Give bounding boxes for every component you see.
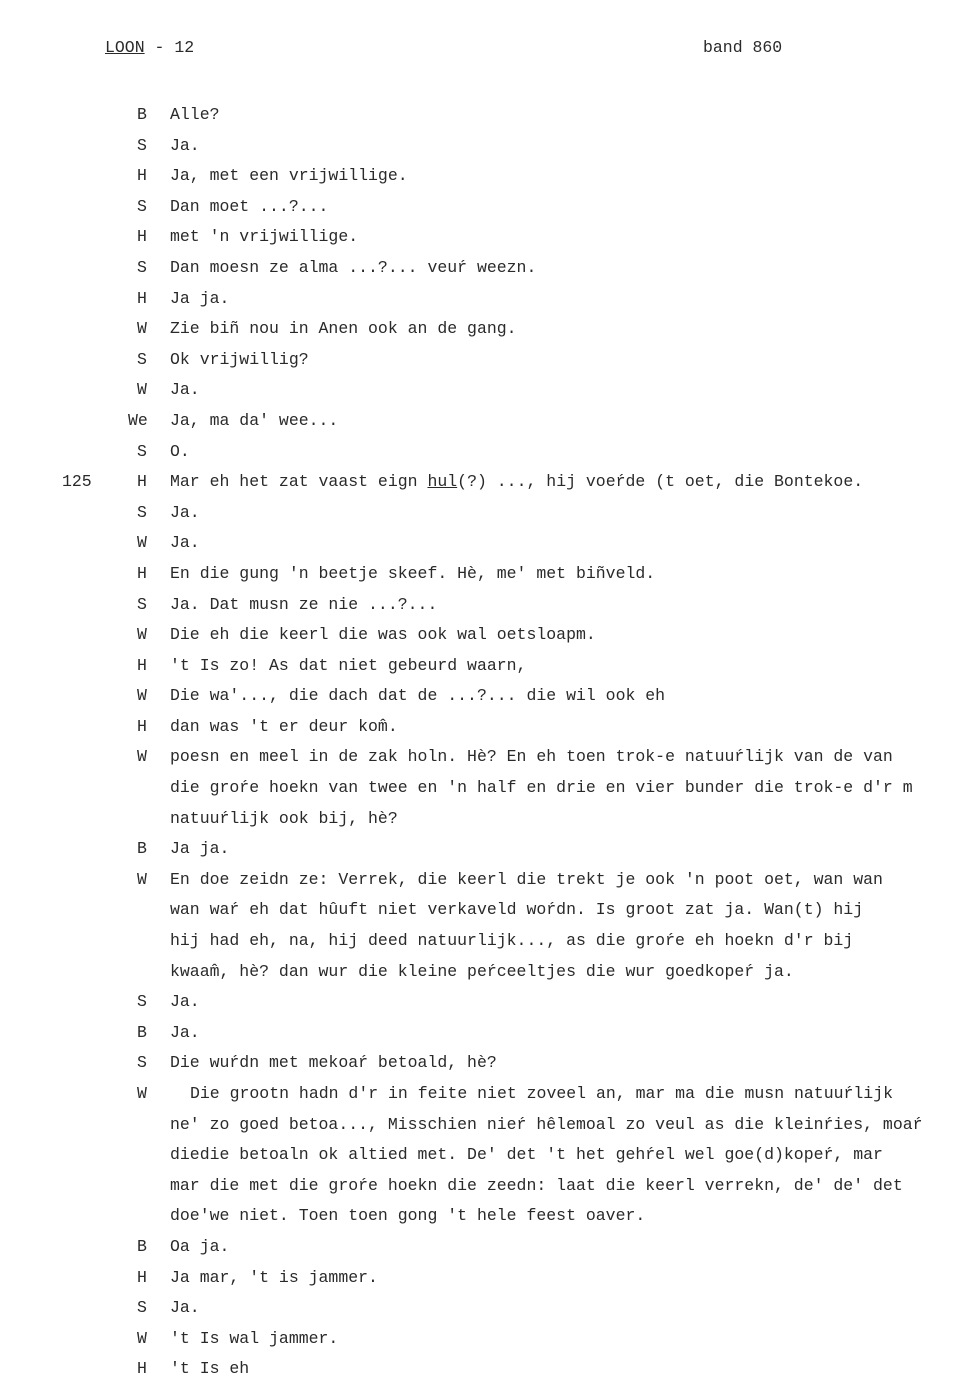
utterance-text: hij had eh, na, hij deed natuurlijk..., as die groŕe eh hoekn d'r bij [170,931,854,951]
transcript-line [0,1140,979,1171]
transcript-line [0,590,979,621]
transcript-line [0,681,979,712]
speaker-label: B [137,1236,147,1256]
utterance-text: Die wa'..., die dach dat de ...?... die wil ook eh [170,686,666,706]
utterance-text: natuuŕlijk ook bij, hè? [170,808,398,828]
transcript-line [0,314,979,345]
transcript-line [0,100,979,131]
utterance-text [170,467,863,498]
transcript-line [0,865,979,896]
transcript-line [0,804,979,835]
speaker-label: W [137,319,147,339]
speaker-label: H [137,166,147,186]
transcript-line [0,1232,979,1263]
utterance-text: Ja. [170,135,200,155]
transcript-line [0,957,979,988]
speaker-label: B [137,1022,147,1042]
transcript-line [0,528,979,559]
transcript-line [0,345,979,376]
utterance-text-part: Mar eh het zat vaast eign [170,472,428,492]
utterance-text: Dan moesn ze alma ...?... veuŕ weezn. [170,257,537,277]
speaker-label: S [137,992,147,1012]
transcript-line [0,834,979,865]
speaker-label: H [137,227,147,247]
transcript-line [0,1201,979,1232]
utterance-text: poesn en meel in de zak holn. Hè? En eh toen trok-e natuuŕlijk van de van [170,747,893,767]
utterance-text: Die eh die keerl die was ook wal oetsloapm. [170,625,596,645]
utterance-text: Zie biñ nou in Anen ook an de gang. [170,319,517,339]
speaker-label: We [128,410,148,430]
transcript-line [0,467,979,498]
utterance-text: kwaam̂, hè? dan wur die kleine peŕceeltjes die wur goedkopeŕ ja. [170,961,794,981]
utterance-text: 't Is wal jammer. [170,1328,339,1348]
speaker-label: S [137,135,147,155]
tape-label: band 860 [703,38,783,57]
speaker-label: H [137,1267,147,1287]
speaker-label: W [137,747,147,767]
transcript-line [0,375,979,406]
transcript-line [0,131,979,162]
utterance-text: Ja. [170,380,200,400]
transcript-line [0,284,979,315]
transcript-line [0,651,979,682]
utterance-text: Ja, ma da' wee... [170,410,339,430]
document-title: LOON [105,38,145,57]
underlined-word: hul [427,472,458,492]
transcript-line [0,192,979,223]
utterance-text: 't Is zo! As dat niet gebeurd waarn, [170,655,527,675]
utterance-text: Ja. [170,533,200,553]
speaker-label: W [137,686,147,706]
speaker-label: W [137,533,147,553]
utterance-text: diedie betoaln ok altied met. De' det 't het gehŕel wel goe(d)kopeŕ, mar [170,1145,883,1165]
speaker-label: H [137,716,147,736]
speaker-label: H [137,655,147,675]
transcript-line [0,712,979,743]
transcript-line [0,1354,979,1385]
utterance-text: Ja. [170,1298,200,1318]
utterance-text-part: (?) ..., hij voeŕde (t oet, die Bontekoe. [457,472,864,492]
speaker-label: H [137,472,147,492]
utterance-text: Ja. [170,502,200,522]
speaker-label: H [137,288,147,308]
speaker-label: B [137,105,147,124]
transcript-line [0,1324,979,1355]
transcript-line [0,1171,979,1202]
utterance-text: En doe zeidn ze: Verrek, die keerl die trekt je ook 'n poot oet, wan wan [170,869,883,889]
page-header-left [105,38,194,57]
speaker-label: S [137,1298,147,1318]
transcript-line [0,406,979,437]
speaker-label: W [137,1328,147,1348]
transcript-line [0,253,979,284]
transcript-line [0,773,979,804]
utterance-text: Oa ja. [170,1236,230,1256]
utterance-text: Ja. [170,1022,200,1042]
speaker-label: W [137,1084,147,1103]
speaker-label: S [137,257,147,277]
speaker-label: S [137,196,147,216]
speaker-label: H [137,1359,147,1379]
speaker-label: W [137,625,147,645]
utterance-text: die groŕe hoekn van twee en 'n half en drie en vier bunder die trok-e d'r m [170,778,913,798]
utterance-text: Dan moet ...?... [170,196,329,216]
transcript-line [0,559,979,590]
transcript-line [0,1293,979,1324]
page-number: - 12 [154,38,195,57]
utterance-text: Die grootn hadn d'r in feite niet zoveel an, mar ma die musn natuuŕlijk [190,1084,894,1103]
line-number: 125 [62,472,92,492]
utterance-text: 't Is eh [170,1359,250,1379]
utterance-text: Ja mar, 't is jammer. [170,1267,378,1287]
utterance-text: Alle? [170,105,220,124]
utterance-text: Ok vrijwillig? [170,349,309,369]
utterance-text: Ja. Dat musn ze nie ...?... [170,594,438,614]
utterance-text: Ja. [170,992,200,1012]
utterance-text: Die wuŕdn met mekoaŕ betoald, hè? [170,1053,497,1073]
utterance-text: Ja, met een vrijwillige. [170,166,408,186]
transcript-line [0,161,979,192]
utterance-text: wan waŕ eh dat hûuft niet verkaveld woŕdn. Is groot zat ja. Wan(t) hij [170,900,864,920]
speaker-label: B [137,839,147,859]
transcript-line [0,437,979,468]
transcript-line [0,895,979,926]
utterance-text: En die gung 'n beetje skeef. Hè, me' met biñveld. [170,563,656,583]
transcript-line [0,498,979,529]
speaker-label: S [137,594,147,614]
speaker-label: S [137,349,147,369]
speaker-label: W [137,380,147,400]
utterance-text: O. [170,441,190,461]
utterance-text: mar die met die groŕe hoekn die zeedn: laat die keerl verrekn, de' de' det [170,1175,903,1195]
utterance-text: doe'we niet. Toen toen gong 't hele feest oaver. [170,1206,646,1226]
transcript-line [0,1018,979,1049]
utterance-text: dan was 't er deur kom̂. [170,716,398,736]
transcript-line [0,1110,979,1141]
transcript-line [0,620,979,651]
speaker-label: S [137,1053,147,1073]
speaker-label: H [137,563,147,583]
speaker-label: S [137,502,147,522]
utterance-text: Ja ja. [170,839,230,859]
speaker-label: W [137,869,147,889]
transcript-line [0,1079,979,1110]
transcript-line [0,742,979,773]
transcript-line [0,222,979,253]
utterance-text: ne' zo goed betoa..., Misschien nieŕ hêlemoal zo veul as die kleinŕies, moaŕ [170,1114,923,1134]
transcript-body [0,100,979,1385]
utterance-text: Ja ja. [170,288,230,308]
transcript-line [0,987,979,1018]
speaker-label: S [137,441,147,461]
utterance-text: met 'n vrijwillige. [170,227,359,247]
transcript-line [0,926,979,957]
transcript-line [0,1048,979,1079]
transcript-line [0,1263,979,1294]
